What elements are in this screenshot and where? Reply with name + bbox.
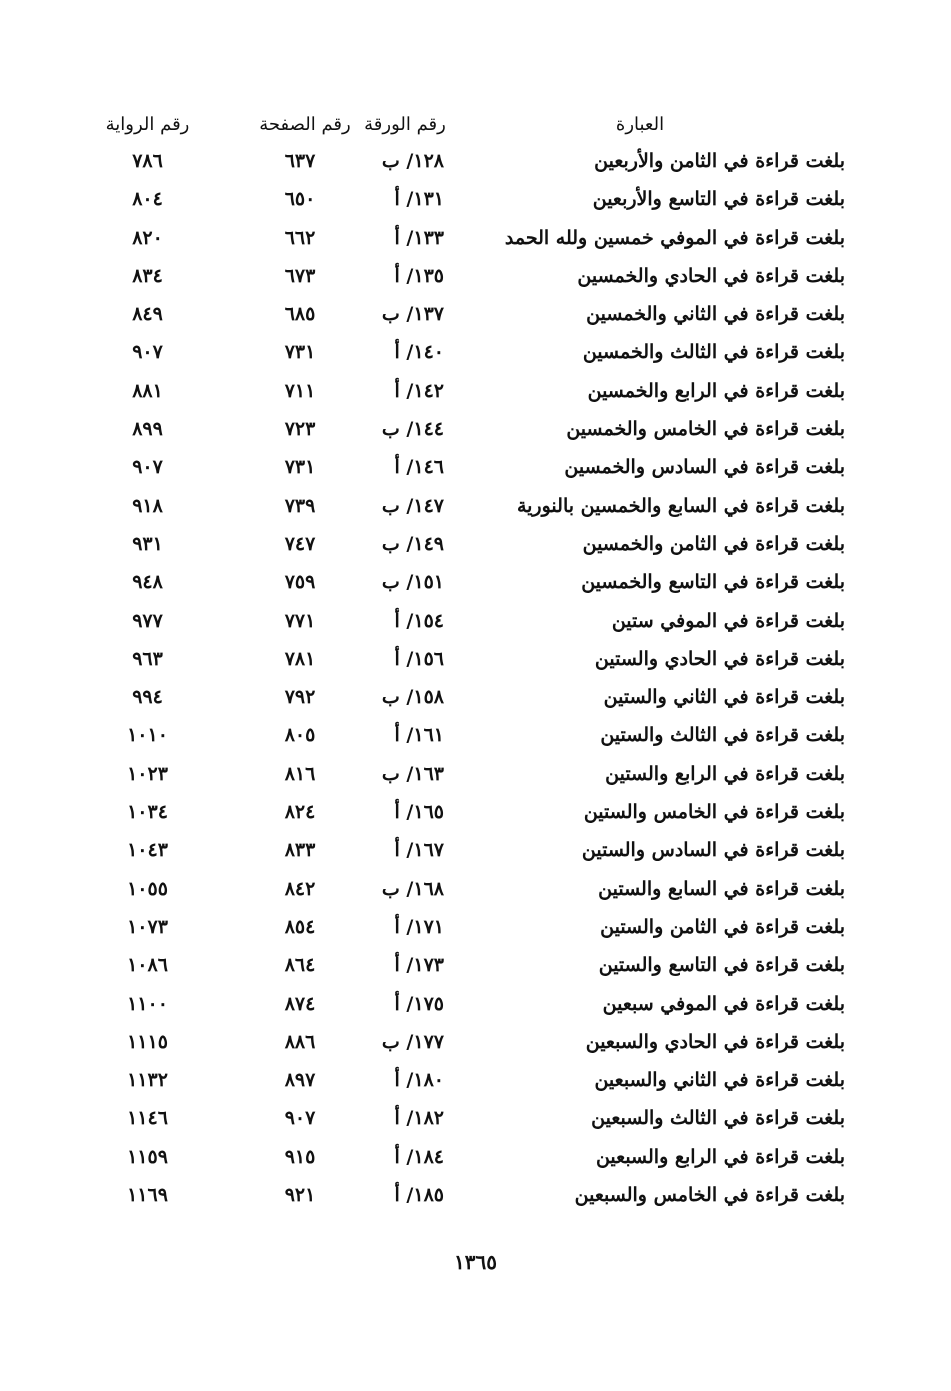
table-row (100, 144, 845, 182)
narration-number-cell: ١٠٧٣ (127, 915, 168, 938)
table-row (100, 527, 845, 565)
table-row (100, 297, 845, 335)
leaf-number-cell: ١٣٣/ أ (394, 226, 444, 249)
phrase-cell: بلغت قراءة في الرابع والخمسين (587, 379, 845, 402)
phrase-cell: بلغت قراءة في الرابع والسبعين (595, 1145, 845, 1168)
leaf-number-cell: ١٧١/ أ (394, 915, 444, 938)
phrase-cell: بلغت قراءة في الثالث والستين (600, 724, 845, 747)
narration-number-cell: ٩٤٨ (132, 571, 163, 594)
page-number-cell: ٦٨٥ (284, 303, 316, 326)
phrase-cell: بلغت قراءة في الخامس والخمسين (566, 418, 845, 441)
narration-number-cell: ١١٥٩ (127, 1145, 168, 1168)
narration-number-cell: ١٠٢٣ (127, 762, 168, 785)
page-number-cell: ٦٣٧ (284, 150, 316, 172)
table-row (100, 604, 845, 642)
table-row (100, 565, 845, 603)
narration-number-cell: ٩٣١ (132, 532, 163, 555)
phrase-cell: بلغت قراءة في السادس والستين (581, 839, 845, 862)
table-row (100, 412, 845, 450)
narration-number-cell: ٩٧٧ (132, 609, 163, 632)
leaf-number-cell: ١٥٦/ أ (394, 647, 444, 670)
leaf-number-cell: ١٤٢/ أ (394, 379, 444, 402)
leaf-number-cell: ١٧٧/ ب (381, 1030, 444, 1053)
table-header (100, 108, 845, 144)
narration-number-cell: ١١٠٠ (127, 992, 168, 1015)
leaf-number-cell: ١٦٧/ أ (394, 839, 444, 862)
table-row (100, 374, 845, 412)
narration-number-cell: ١١٤٦ (127, 1107, 168, 1130)
page-number-cell: ٨٥٤ (284, 915, 316, 938)
phrase-cell: بلغت قراءة في الخامس والستين (583, 801, 845, 824)
page-number-cell: ٧٩٢ (284, 686, 316, 709)
page-number-cell: ٨٧٤ (284, 992, 316, 1015)
narration-number-cell: ١١٣٢ (127, 1069, 168, 1092)
page-number-cell: ٩٢١ (284, 1184, 316, 1207)
phrase-cell: بلغت قراءة في السابع والخمسين بالنورية (516, 494, 845, 517)
page-number-cell: ٦٧٣ (284, 264, 316, 287)
page-number-cell: ٧٧١ (284, 609, 316, 632)
leaf-number-cell: ١٧٣/ أ (394, 954, 444, 977)
narration-number-cell: ١٠٥٥ (127, 877, 168, 900)
leaf-number-cell: ١٦٥/ أ (394, 801, 444, 824)
header-leaf-number: رقم الورقة (364, 114, 446, 135)
table-row (100, 680, 845, 718)
leaf-number-cell: ١٨٥/ أ (394, 1184, 444, 1207)
page-number-cell: ٨٦٤ (284, 954, 316, 977)
narration-number-cell: ٧٨٦ (132, 150, 163, 172)
phrase-cell: بلغت قراءة في الرابع والستين (605, 762, 845, 785)
page-number-cell: ٧٤٧ (284, 532, 316, 555)
phrase-cell: بلغت قراءة في الثامن والخمسين (582, 532, 845, 555)
table-row (100, 489, 845, 527)
narration-number-cell: ٨٤٩ (132, 303, 163, 326)
leaf-number-cell: ١٤٤/ ب (381, 418, 444, 441)
phrase-cell: بلغت قراءة في الثالث والخمسين (582, 341, 845, 364)
phrase-cell: بلغت قراءة في السادس والخمسين (564, 456, 845, 479)
narration-number-cell: ١٠١٠ (127, 724, 168, 747)
leaf-number-cell: ١٦١/ أ (394, 724, 444, 747)
table-row (100, 642, 845, 680)
narration-number-cell: ٨٨١ (132, 379, 163, 402)
table-row (100, 182, 845, 220)
narration-number-cell: ١٠٤٣ (127, 839, 168, 862)
leaf-number-cell: ١٦٣/ ب (381, 762, 444, 785)
phrase-cell: بلغت قراءة في السابع والستين (598, 877, 845, 900)
phrase-cell: بلغت قراءة في الحادي والستين (594, 647, 845, 670)
page-number-cell: ٦٥٠ (284, 188, 316, 211)
phrase-cell: بلغت قراءة في الحادي والخمسين (577, 264, 845, 287)
leaf-number-cell: ١٨٤/ أ (394, 1145, 444, 1168)
page-number-cell: ٨٨٦ (284, 1030, 316, 1053)
table-row (100, 1101, 845, 1139)
phrase-cell: بلغت قراءة في الثاني والسبعين (594, 1069, 845, 1092)
table-row (100, 450, 845, 488)
leaf-number-cell: ١٣٧/ ب (381, 303, 444, 326)
phrase-cell: بلغت قراءة في الثالث والسبعين (591, 1107, 845, 1130)
page-number-cell: ٨٢٤ (284, 801, 316, 824)
phrase-cell: بلغت قراءة في الثامن والستين (600, 915, 845, 938)
phrase-cell: بلغت قراءة في التاسع والخمسين (581, 571, 845, 594)
narration-number-cell: ٨٢٠ (132, 226, 163, 249)
narration-number-cell: ١٠٨٦ (127, 954, 168, 977)
leaf-number-cell: ١٦٨/ ب (381, 877, 444, 900)
table-row (100, 335, 845, 373)
phrase-cell: بلغت قراءة في الثاني والستين (603, 686, 845, 709)
narration-number-cell: ٨٣٤ (132, 264, 163, 287)
phrase-cell: بلغت قراءة في الموفي سبعين (602, 992, 845, 1015)
leaf-number-cell: ١٨٢/ أ (394, 1107, 444, 1130)
narration-number-cell: ٩٠٧ (132, 341, 163, 364)
phrase-cell: بلغت قراءة في التاسع والأربعين (592, 188, 845, 211)
table-row (100, 1063, 845, 1101)
header-page-number: رقم الصفحة (259, 114, 351, 135)
page-number-cell: ٧٣١ (284, 341, 316, 364)
narration-number-cell: ٩٦٣ (132, 647, 163, 670)
page-number-cell: ٨٠٥ (284, 724, 316, 747)
leaf-number-cell: ١٧٥/ أ (394, 992, 444, 1015)
narration-number-cell: ١٠٣٤ (127, 801, 168, 824)
page-number-cell: ٦٦٢ (284, 226, 316, 249)
page-number-cell: ٨١٦ (284, 762, 316, 785)
page-number-cell: ٨٣٣ (284, 839, 316, 862)
table-row (100, 221, 845, 259)
table-row (100, 987, 845, 1025)
table-row (100, 718, 845, 756)
page-number-cell: ٨٩٧ (284, 1069, 316, 1092)
table-row (100, 795, 845, 833)
page-number-cell: ٧٥٩ (284, 571, 316, 594)
table-row (100, 757, 845, 795)
leaf-number-cell: ١٤٧/ ب (381, 494, 444, 517)
phrase-cell: بلغت قراءة في الموفي خمسين ولله الحمد (504, 226, 845, 249)
page-number-cell: ٧٣٩ (284, 494, 316, 517)
phrase-cell: بلغت قراءة في التاسع والستين (598, 954, 845, 977)
table-row (100, 948, 845, 986)
narration-number-cell: ٨٠٤ (132, 188, 163, 211)
leaf-number-cell: ١٢٨/ ب (381, 150, 444, 172)
narration-number-cell: ١١١٥ (127, 1030, 168, 1053)
table-row (100, 1025, 845, 1063)
leaf-number-cell: ١٥٨/ ب (381, 686, 444, 709)
table-row (100, 910, 845, 948)
leaf-number-cell: ١٥١/ ب (381, 571, 444, 594)
header-phrase: العبارة (615, 114, 665, 135)
leaf-number-cell: ١٥٤/ أ (394, 609, 444, 632)
leaf-number-cell: ١٨٠/ أ (394, 1069, 444, 1092)
table-row (100, 1140, 845, 1178)
leaf-number-cell: ١٣١/ أ (394, 188, 444, 211)
page-number-cell: ٧١١ (284, 379, 316, 402)
leaf-number-cell: ١٣٥/ أ (394, 264, 444, 287)
narration-number-cell: ٩٩٤ (132, 686, 163, 709)
page-number-cell: ٩٠٧ (284, 1107, 316, 1130)
phrase-cell: بلغت قراءة في الثامن والأربعين (594, 150, 845, 172)
page-number-cell: ٨٤٢ (284, 877, 316, 900)
narration-number-cell: ٩٠٧ (132, 456, 163, 479)
page-number-cell: ٧٣١ (284, 456, 316, 479)
table-body (100, 144, 845, 1216)
table-row (100, 833, 845, 871)
page-number-cell: ٩١٥ (284, 1145, 316, 1168)
phrase-cell: بلغت قراءة في الخامس والسبعين (574, 1184, 845, 1207)
page-number-cell: ٧٢٣ (284, 418, 316, 441)
table-row (100, 259, 845, 297)
leaf-number-cell: ١٤٩/ ب (381, 532, 444, 555)
narration-number-cell: ٨٩٩ (132, 418, 163, 441)
page-number: ١٣٦٥ (454, 1250, 497, 1274)
leaf-number-cell: ١٤٠/ أ (394, 341, 444, 364)
phrase-cell: بلغت قراءة في الموفي ستين (611, 609, 845, 632)
phrase-cell: بلغت قراءة في الحادي والسبعين (585, 1030, 845, 1053)
narration-number-cell: ٩١٨ (132, 494, 163, 517)
header-narration-number: رقم الرواية (105, 114, 190, 135)
table-row (100, 1178, 845, 1216)
narration-number-cell: ١١٦٩ (127, 1184, 168, 1207)
table-row (100, 872, 845, 910)
leaf-number-cell: ١٤٦/ أ (394, 456, 444, 479)
page-number-cell: ٧٨١ (284, 647, 316, 670)
phrase-cell: بلغت قراءة في الثاني والخمسين (586, 303, 845, 326)
index-table (100, 108, 845, 1216)
